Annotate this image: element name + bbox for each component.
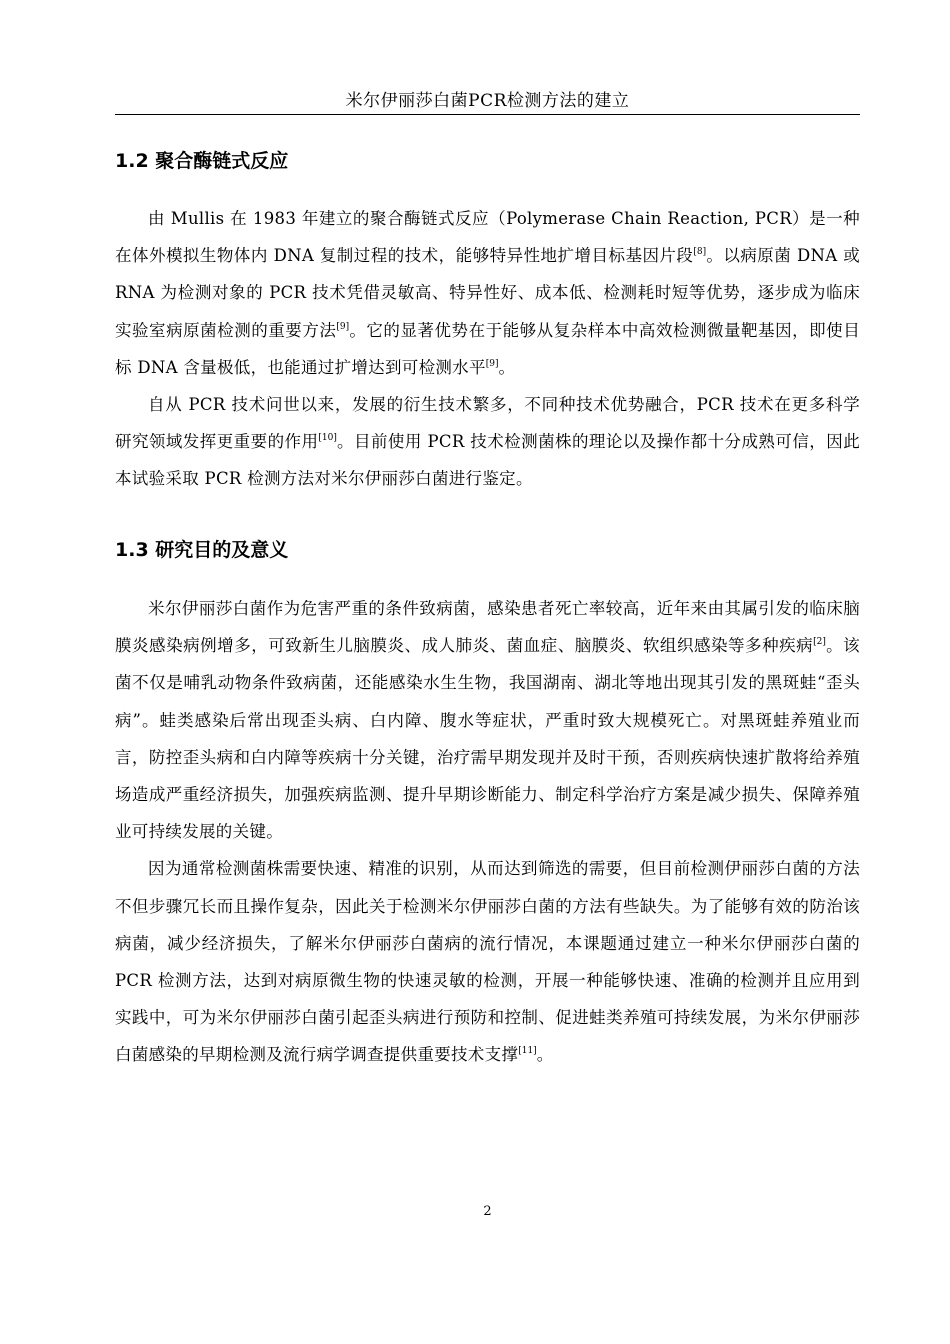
section-heading-1-2: 1.2 聚合酶链式反应 — [115, 150, 289, 172]
section-body-1-3 — [115, 590, 860, 1074]
text-run: 。以病原菌 DNA 或 RNA 为检测对象的 PCR 技术凭借灵敏高、特异性好、成本低、检测耗时短等优势，逐步成为临床实验室病原菌检测的重要方法 — [115, 246, 861, 340]
text-run: 米尔伊丽莎白菌作为危害严重的条件致病菌，感染患者死亡率较高，近年来由其属引发的临床脑膜炎感染病例增多，可致新生儿脑膜炎、成人肺炎、菌血症、脑膜炎、软组织感染等多种疾病 — [115, 599, 860, 656]
text-run: 。目前使用 PCR 技术检测菌株的理论以及操作都十分成熟可信，因此本试验采取 PCR 检测方法对米尔伊丽莎白菌进行鉴定。 — [115, 432, 860, 489]
citation-ref: [9] — [485, 358, 499, 369]
paragraph — [115, 386, 860, 498]
citation-ref: [8] — [693, 247, 707, 258]
citation-ref: [9] — [336, 321, 350, 332]
text-run: 自从 PCR 技术问世以来，发展的衍生技术繁多，不同种技术优势融合，PCR 技术在更多科学研究领域发挥更重要的作用 — [115, 395, 860, 452]
paragraph — [115, 850, 860, 1073]
text-run: 。它的显著优势在于能够从复杂样本中高效检测微量靶基因，即使目标 DNA 含量极低，也能通过扩增达到可检测水平 — [115, 320, 861, 377]
paragraph — [115, 200, 860, 386]
section-heading-1-3: 1.3 研究目的及意义 — [115, 539, 289, 561]
citation-ref: [2] — [813, 637, 826, 648]
paragraph — [115, 590, 860, 850]
text-run: 。 — [536, 1045, 554, 1065]
page-number: 2 — [483, 1204, 492, 1219]
section-body-1-2 — [115, 200, 860, 498]
text-run: 因为通常检测菌株需要快速、精准的识别，从而达到筛选的需要，但目前检测伊丽莎白菌的方法不但步骤冗长而且操作复杂，因此关于检测米尔伊丽莎白菌的方法有些缺失。为了能够有效的防治该病菌，减少经济损失，了解米尔伊丽莎白菌病的流行情况，本课题通过建立一种米尔伊丽莎白菌的 PCR 检测方法，达到对病原微生物的快速灵敏的检测，开展一种能够快速、准确的检测并且应用到实践中，可为米尔伊丽莎白菌引起歪头病进行预防和控制、促进蛙类养殖可持续发展，为米尔伊丽莎白菌感染的早期检测及流行病学调查提供重要技术支撑 — [115, 859, 860, 1065]
running-header-title: 米尔伊丽莎白菌PCR检测方法的建立 — [345, 91, 630, 111]
citation-ref: [10] — [318, 433, 337, 444]
citation-ref: [11] — [518, 1046, 537, 1057]
text-run: 由 Mullis 在 1983 年建立的聚合酶链式反应（Polymerase Chain Reaction, PCR）是一种在体外模拟生物体内 DNA 复制过程的技术，能够特异性地扩增目标基因片段 — [115, 209, 860, 266]
text-run: 。 — [498, 357, 516, 377]
header-rule — [115, 114, 860, 115]
text-run: 。该菌不仅是哺乳动物条件致病菌，还能感染水生生物，我国湖南、湖北等地出现其引发的黑斑蛙“歪头病”。蛙类感染后常出现歪头病、白内障、腹水等症状，严重时致大规模死亡。对黑斑蛙养殖业而言，防控歪头病和白内障等疾病十分关键，治疗需早期发现并及时干预，否则疾病快速扩散将给养殖场造成严重经济损失，加强疾病监测、提升早期诊断能力、制定科学治疗方案是减少损失、保障养殖业可持续发展的关键。 — [115, 636, 860, 842]
